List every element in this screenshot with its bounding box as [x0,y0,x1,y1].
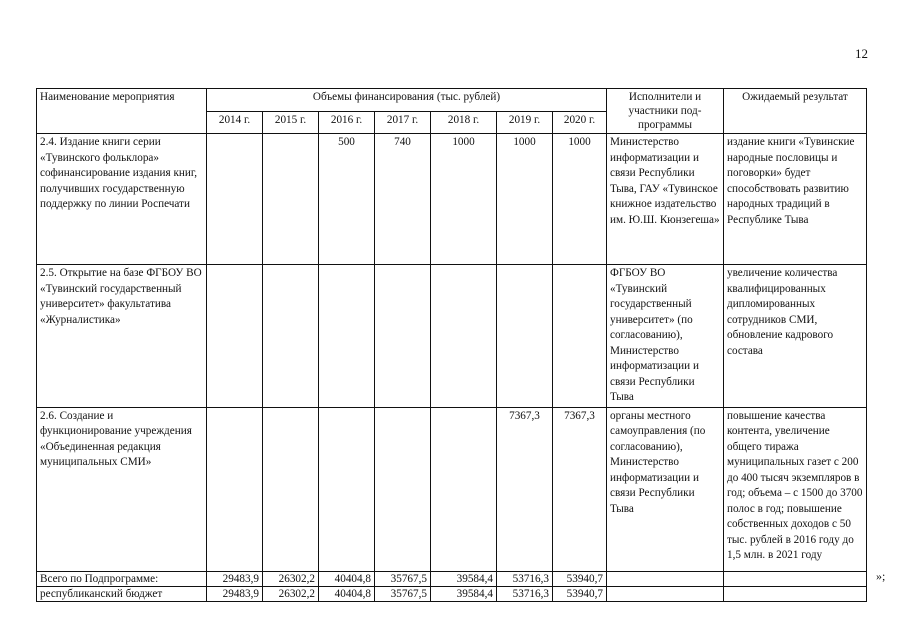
total-value: 53940,7 [553,571,607,586]
total-value: 53940,7 [553,586,607,601]
header-name: Наименование мероприятия [37,89,207,134]
cell-value [431,407,497,571]
row-executors: Министерство информатизации и связи Республики Тыва, ГАУ «Тувинское книжное издательство им. Ю.Ш. Кюнзегеша» [607,134,724,265]
year-2014: 2014 г. [207,111,263,134]
cell-value [263,407,319,571]
header-executors: Исполнители и участники под-программы [607,89,724,134]
funding-table [36,88,867,602]
row-executors: ФГБОУ ВО «Тувинский государственный университет» (по согласованию), Министерство информатизации и связи Республики Тыва [607,265,724,408]
cell-value [263,265,319,408]
table-row [37,134,867,265]
cell-value [431,265,497,408]
total-value: 29483,9 [207,571,263,586]
total-value: 53716,3 [497,586,553,601]
total-value: 26302,2 [263,571,319,586]
empty-cell [607,586,724,601]
cell-value: 7367,3 [553,407,607,571]
total-value: 26302,2 [263,586,319,601]
total-value: 40404,8 [319,586,375,601]
year-2019: 2019 г. [497,111,553,134]
totals-label: Всего по Подпрограмме: [37,571,207,586]
cell-value: 1000 [431,134,497,265]
cell-value [207,407,263,571]
year-2017: 2017 г. [375,111,431,134]
total-value: 35767,5 [375,586,431,601]
year-2018: 2018 г. [431,111,497,134]
row-name: 2.6. Создание и функционирование учреждения «Объединенная редакция муниципальных СМИ» [37,407,207,571]
cell-value [319,407,375,571]
row-name: 2.5. Открытие на базе ФГБОУ ВО «Тувинский государственный университет» факультатива «Журналистика» [37,265,207,408]
cell-value [553,265,607,408]
total-value: 53716,3 [497,571,553,586]
page-number: 12 [855,46,868,61]
totals-label: республиканский бюджет [37,586,207,601]
total-value: 29483,9 [207,586,263,601]
total-value: 40404,8 [319,571,375,586]
year-2015: 2015 г. [263,111,319,134]
total-value: 39584,4 [431,586,497,601]
cell-value: 500 [319,134,375,265]
total-value: 35767,5 [375,571,431,586]
cell-value [497,265,553,408]
cell-value [263,134,319,265]
cell-value [375,265,431,408]
header-result: Ожидаемый результат [724,89,867,134]
row-result: издание книги «Тувинские народные пословицы и поговорки» будет способствовать развитию народных традиций в Республике Тыва [724,134,867,265]
totals-row [37,586,867,601]
table-row [37,407,867,571]
row-result: увеличение количества квалифицированных дипломированных сотрудников СМИ, обновление кадрового состава [724,265,867,408]
empty-cell [607,571,724,586]
cell-value: 740 [375,134,431,265]
cell-value [375,407,431,571]
header-row [37,89,867,112]
closing-quote-mark: »; [876,569,886,583]
totals-row [37,571,867,586]
year-2016: 2016 г. [319,111,375,134]
total-value: 39584,4 [431,571,497,586]
cell-value: 1000 [497,134,553,265]
table-row [37,265,867,408]
empty-cell [724,571,867,586]
row-result: повышение качества контента, увеличение общего тиража муниципальных газет с 200 до 400 тысяч экземпляров в год; объема – с 1500 до 3700 полос в год; повышение собственных доходов с 50 тыс. рублей в 2016 году до 1,5 млн. в 2021 году [724,407,867,571]
row-name: 2.4. Издание книги серии «Тувинского фольклора» софинансирование издания книг, получивших государственную поддержку по линии Роспечати [37,134,207,265]
year-2020: 2020 г. [553,111,607,134]
cell-value: 7367,3 [497,407,553,571]
header-funding: Объемы финансирования (тыс. рублей) [207,89,607,112]
cell-value: 1000 [553,134,607,265]
cell-value [207,134,263,265]
cell-value [319,265,375,408]
row-executors: органы местного самоуправления (по согласованию), Министерство информатизации и связи Республики Тыва [607,407,724,571]
empty-cell [724,586,867,601]
cell-value [207,265,263,408]
